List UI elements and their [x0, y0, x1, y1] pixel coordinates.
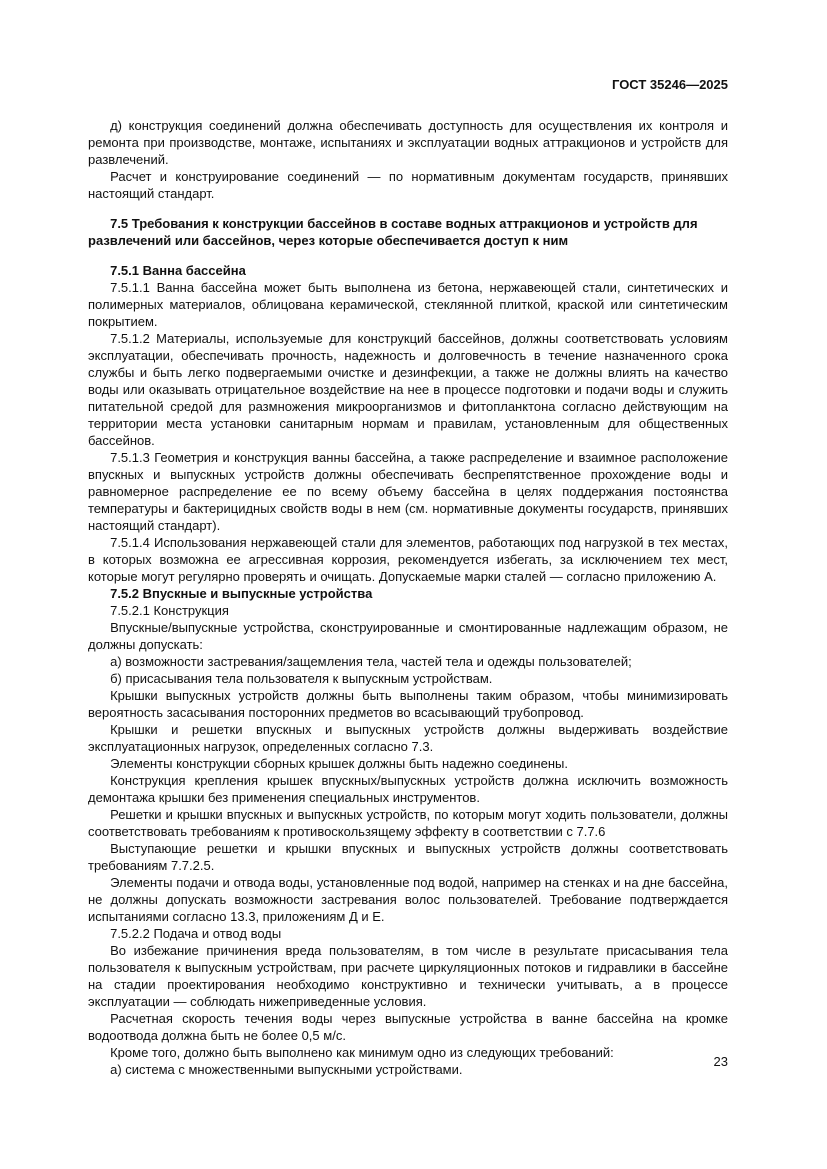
- paragraph-fastening: Конструкция крепления крышек впускных/выпускных устройств должна исключить возможность демонтажа крышки без применения специальных инструментов.: [88, 773, 728, 805]
- page-body: [88, 117, 728, 1078]
- paragraph-7-5-1-2: 7.5.1.2 Материалы, используемые для конструкций бассейнов, должны соответствовать условиям эксплуатации, обеспечивать прочность, надежность и долговечность в течение назначенного срока службы и быть легко подвергаемыми очистке и дезинфекции, а также не должны влиять на качество воды или оказывать отрицательное воздействие на нее в процессе подготовки и подачи воды и служить питательной средой для размножения микроорганизмов и фитопланктона согласно действующим на территории места установки санитарным нормам и правилам, установленным для общественных бассейнов.: [88, 331, 728, 448]
- paragraph-loads: Крышки и решетки впускных и выпускных устройств должны выдерживать воздействие эксплуатационных нагрузок, определенных согласно 7.3.: [88, 722, 728, 754]
- paragraph-calc: Расчет и конструирование соединений — по нормативным документам государств, принявших настоящий стандарт.: [88, 169, 728, 201]
- list-item-b: б) присасывания тела пользователя к выпускным устройствам.: [110, 671, 493, 686]
- document-header: ГОСТ 35246—2025: [612, 77, 728, 92]
- paragraph-item-d: д) конструкция соединений должна обеспечивать доступность для осуществления их контроля и ремонта при производстве, монтаже, испытаниях и эксплуатации водных аттракционов и устройств для развлечений.: [88, 118, 728, 167]
- list-item-a: а) возможности застревания/защемления тела, частей тела и одежды пользователей;: [110, 654, 632, 669]
- paragraph-velocity: Расчетная скорость течения воды через выпускные устройства в ванне бассейна на кромке водоотвода должна быть не более 0,5 м/с.: [88, 1011, 728, 1043]
- subsection-heading-7-5-2: 7.5.2 Впускные и выпускные устройства: [110, 586, 373, 601]
- list-item-a-multiple: а) система с множественными выпускными устройствами.: [110, 1062, 463, 1077]
- paragraph-assembly: Элементы конструкции сборных крышек должны быть надежно соединены.: [110, 756, 568, 771]
- paragraph-inlets-intro: Впускные/выпускные устройства, сконструированные и смонтированные надлежащим образом, не должны допускать:: [88, 620, 728, 652]
- section-heading-7-5: 7.5 Требования к конструкции бассейнов в составе водных аттракционов и устройств для развлечений или бассейнов, через которые обеспечивается доступ к ним: [88, 216, 698, 248]
- page-number: 23: [713, 1054, 728, 1069]
- paragraph-7-5-1-1: 7.5.1.1 Ванна бассейна может быть выполнена из бетона, нержавеющей стали, синтетических и полимерных материалов, облицована керамической, стеклянной плиткой, краской или синтетическим покрытием.: [88, 280, 728, 329]
- paragraph-requirements: Кроме того, должно быть выполнено как минимум одно из следующих требований:: [110, 1045, 614, 1060]
- heading-7-5-2-2: 7.5.2.2 Подача и отвод воды: [110, 926, 282, 941]
- paragraph-7-5-1-3: 7.5.1.3 Геометрия и конструкция ванны бассейна, а также распределение и взаимное расположение впускных и выпускных устройств должны обеспечивать беспрепятственное прохождение воды и равномерное распределение ее по всему объему бассейна в целях поддержания постоянства температуры и бактерицидных свойств воды в нем (см. нормативные документы государств, принявших настоящий стандарт).: [88, 450, 728, 533]
- paragraph-protruding: Выступающие решетки и крышки впускных и выпускных устройств должны соответствовать требованиям 7.7.2.5.: [88, 841, 728, 873]
- paragraph-7-5-1-4: 7.5.1.4 Использования нержавеющей стали для элементов, работающих под нагрузкой в тех местах, в которых возможна ее агрессивная коррозия, рекомендуется избегать, за исключением тех мест, которые могут регулярно проверять и очищать. Допускаемые марки сталей — согласно приложению А.: [88, 535, 728, 584]
- heading-7-5-2-1: 7.5.2.1 Конструкция: [110, 603, 229, 618]
- paragraph-covers: Крышки выпускных устройств должны быть выполнены таким образом, чтобы минимизировать вероятность засасывания посторонних предметов во всасывающий трубопровод.: [88, 688, 728, 720]
- paragraph-antislip: Решетки и крышки впускных и выпускных устройств, по которым могут ходить пользователи, должны соответствовать требованиям к противоскользящему эффекту в соответствии с 7.7.6: [88, 807, 728, 839]
- subsection-heading-7-5-1: 7.5.1 Ванна бассейна: [110, 263, 246, 278]
- paragraph-hair-entrapment: Элементы подачи и отвода воды, установленные под водой, например на стенках и на дне бассейна, не должны допускать возможности застревания волос пользователей. Требование подтверждается испытаниями согласно 13.3, приложениям Д и Е.: [88, 875, 728, 924]
- paragraph-harm-avoidance: Во избежание причинения вреда пользователям, в том числе в результате присасывания тела пользователя к выпускным устройствам, при расчете циркуляционных потоков и гидравлики в бассейне на стадии проектирования необходимо конструктивно и технически учитывать, а в процессе эксплуатации — соблюдать нижеприведенные условия.: [88, 943, 728, 1009]
